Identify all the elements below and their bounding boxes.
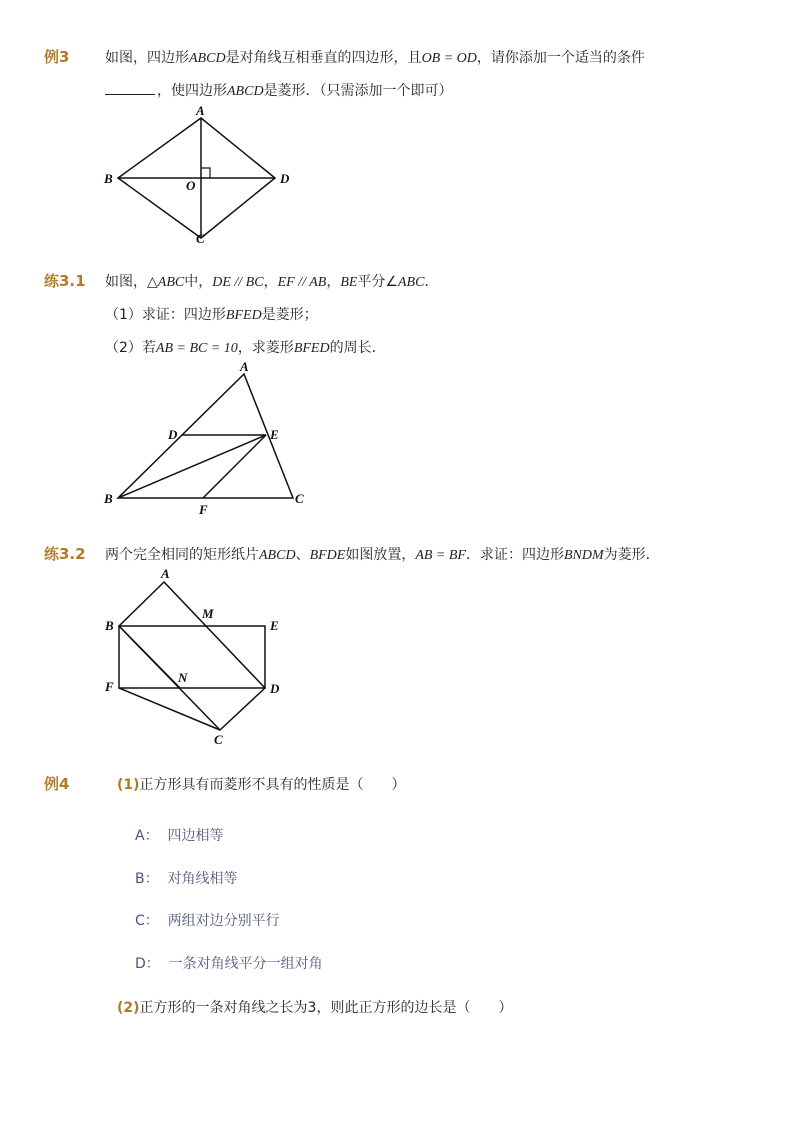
exercise-3-1-question-2 bbox=[105, 337, 386, 357]
text-segment: ， bbox=[326, 274, 341, 290]
exercise-3-2-label: 练3.2 bbox=[44, 545, 86, 563]
segment-fc bbox=[119, 688, 220, 730]
segment-bn bbox=[119, 626, 180, 688]
text-segment: ，请你添加一个适当的条件 bbox=[476, 50, 645, 66]
exercise-3-1-label: 练3.1 bbox=[44, 272, 86, 290]
text-segment: ，使四边形 bbox=[157, 83, 227, 99]
math-expression: ABC bbox=[397, 275, 425, 290]
point-label-e: E bbox=[270, 427, 279, 442]
point-label-d: D bbox=[280, 171, 290, 186]
point-label-e: E bbox=[270, 618, 279, 633]
option-d-text: 一条对角线平分一组对角 bbox=[168, 956, 323, 972]
point-label-b: B bbox=[104, 491, 113, 506]
option-b[interactable] bbox=[135, 868, 238, 888]
question-1-text: 正方形具有而菱形不具有的性质是（ ） bbox=[139, 777, 406, 793]
point-label-a: A bbox=[240, 359, 249, 374]
option-d-key: D： bbox=[135, 956, 160, 972]
exercise-3-1-question-1 bbox=[105, 304, 318, 324]
math-expression: ABCD bbox=[259, 548, 296, 563]
text-segment: 中， bbox=[184, 274, 213, 290]
example-4-label: 例4 bbox=[44, 775, 70, 793]
example-3-statement-line1 bbox=[105, 47, 645, 67]
math-expression: BE bbox=[340, 275, 358, 290]
segment-be bbox=[118, 435, 266, 498]
exercise-3-1-figure bbox=[100, 360, 320, 520]
text-segment: 是对角线互相垂直的四边形，且 bbox=[225, 50, 422, 66]
example-4-question-1 bbox=[117, 774, 406, 794]
text-segment: 的周长． bbox=[329, 340, 386, 356]
math-expression: BFED bbox=[225, 308, 262, 323]
text-segment: 平分∠ bbox=[357, 274, 398, 290]
text-segment: 为菱形． bbox=[603, 547, 660, 563]
point-label-c: C bbox=[214, 732, 223, 747]
point-label-a: A bbox=[196, 103, 205, 118]
math-expression: EF // AB bbox=[277, 275, 327, 290]
text-segment: （2）若 bbox=[105, 340, 156, 356]
point-label-n: N bbox=[178, 670, 188, 685]
text-segment: 是菱形； bbox=[261, 307, 318, 323]
point-label-b: B bbox=[104, 171, 113, 186]
text-segment: 两个完全相同的矩形纸片 bbox=[105, 547, 259, 563]
point-label-f: F bbox=[105, 679, 114, 694]
math-expression: BNDM bbox=[563, 548, 604, 563]
text-segment: ． bbox=[424, 274, 439, 290]
rectangle-bfde bbox=[119, 626, 265, 688]
math-expression: AB = BC = 10 bbox=[155, 341, 238, 356]
option-d[interactable] bbox=[135, 953, 323, 973]
option-c-text: 两组对边分别平行 bbox=[167, 913, 280, 929]
point-label-a: A bbox=[161, 566, 170, 581]
right-angle-mark bbox=[201, 168, 210, 178]
math-expression: DE // BC bbox=[212, 275, 264, 290]
exercise-3-2-figure bbox=[100, 560, 300, 750]
point-label-o: O bbox=[186, 178, 196, 193]
math-expression: AB = BF bbox=[415, 548, 466, 563]
math-expression: ABCD bbox=[227, 84, 264, 99]
point-label-d: D bbox=[168, 427, 178, 442]
math-expression: ABC bbox=[157, 275, 185, 290]
text-segment: ， bbox=[263, 274, 278, 290]
segment-ef bbox=[203, 435, 266, 498]
example-4-question-2 bbox=[117, 997, 512, 1017]
triangle-abc bbox=[118, 374, 293, 498]
text-segment: 如图放置， bbox=[345, 547, 416, 563]
question-2-number: (2) bbox=[117, 1000, 140, 1016]
example-3-figure bbox=[100, 100, 300, 250]
option-a[interactable] bbox=[135, 825, 223, 845]
math-expression: ABCD bbox=[189, 51, 226, 66]
point-label-c: C bbox=[196, 231, 205, 246]
option-b-text: 对角线相等 bbox=[167, 871, 238, 887]
text-segment: 如图，△ bbox=[105, 274, 158, 290]
point-label-d: D bbox=[270, 681, 280, 696]
text-segment: 、 bbox=[295, 547, 310, 563]
point-label-f: F bbox=[199, 502, 208, 517]
question-1-number: (1) bbox=[117, 777, 140, 793]
text-segment: ，求菱形 bbox=[237, 340, 294, 356]
rectangle-abcd bbox=[119, 582, 265, 730]
point-label-c: C bbox=[295, 491, 304, 506]
option-c[interactable] bbox=[135, 910, 280, 930]
text-segment: 是菱形．（只需添加一个即可） bbox=[263, 83, 453, 99]
answer-blank[interactable] bbox=[105, 82, 155, 95]
exercise-3-1-statement bbox=[105, 271, 438, 291]
example-3-line2-text bbox=[157, 83, 453, 99]
option-a-text: 四边相等 bbox=[167, 828, 224, 844]
option-a-key: A： bbox=[135, 828, 159, 844]
option-c-key: C： bbox=[135, 913, 159, 929]
text-segment: 如图，四边形 bbox=[105, 50, 189, 66]
question-2-text: 正方形的一条对角线之长为3，则此正方形的边长是（ ） bbox=[139, 1000, 513, 1016]
math-expression: OB = OD bbox=[421, 51, 477, 66]
math-expression: BFED bbox=[293, 341, 330, 356]
option-b-key: B： bbox=[135, 871, 159, 887]
example-3-label: 例3 bbox=[44, 48, 70, 66]
point-label-m: M bbox=[202, 606, 214, 621]
math-expression: BFDE bbox=[309, 548, 346, 563]
example-3-statement-line2 bbox=[105, 80, 453, 100]
text-segment: （1）求证：四边形 bbox=[105, 307, 226, 323]
point-label-b: B bbox=[105, 618, 114, 633]
text-segment: ．求证：四边形 bbox=[465, 547, 564, 563]
